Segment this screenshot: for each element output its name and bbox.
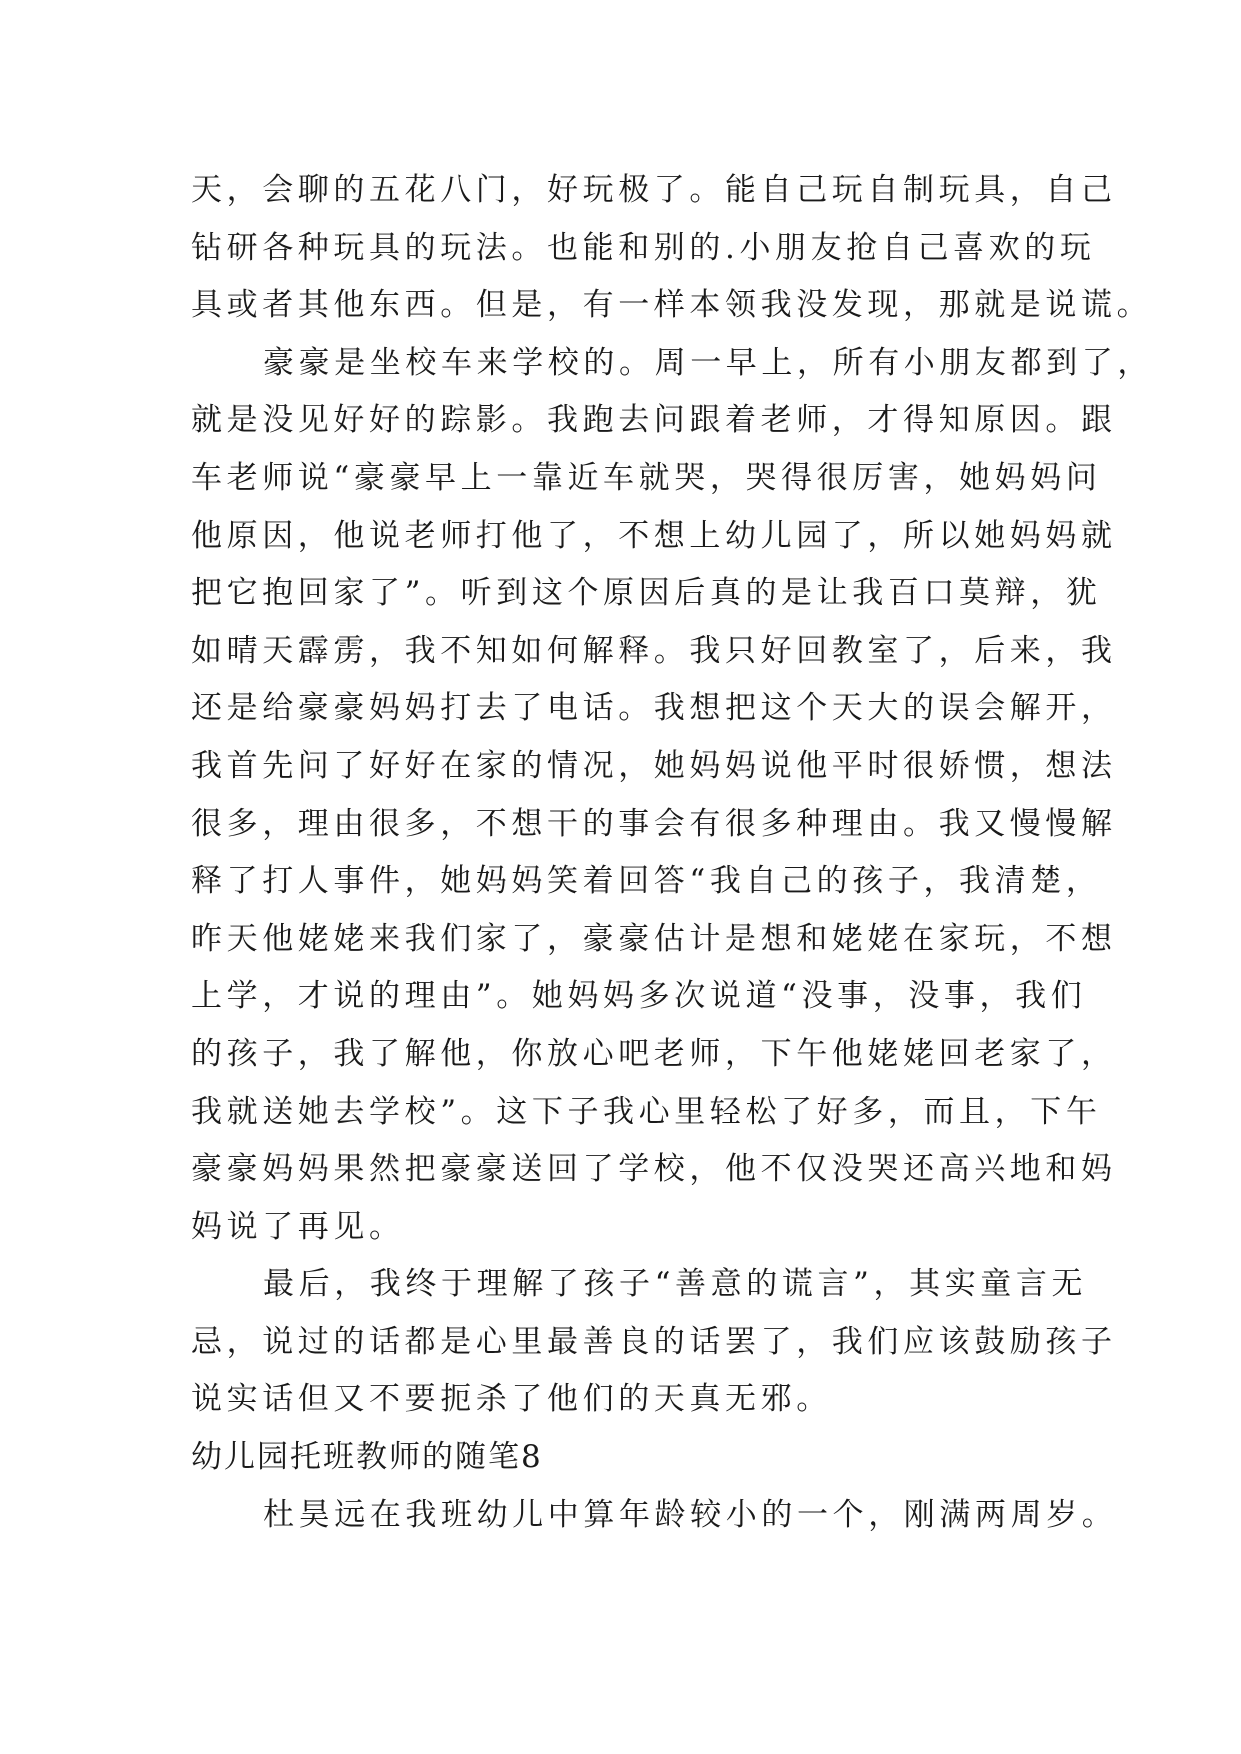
text-line: 豪豪妈妈果然把豪豪送回了学校，他不仅没哭还高兴地和妈 [191, 1151, 1117, 1188]
text-line: 天，会聊的五花八门，好玩极了。能自己玩自制玩具，自己 [191, 172, 1117, 208]
text-line: 的孩子，我了解他，你放心吧老师，下午他姥姥回老家了， [191, 1035, 1117, 1072]
section-heading: 幼儿园托班教师的随笔8 [191, 1439, 543, 1476]
text-line: 忌，说过的话都是心里最善良的话罢了，我们应该鼓励孩子 [191, 1323, 1117, 1360]
text-line: 车老师说“豪豪早上一靠近车就哭，哭得很厉害，她妈妈问 [191, 459, 1102, 496]
text-line: 我首先问了好好在家的情况，她妈妈说他平时很娇惯，想法 [191, 747, 1117, 784]
paragraph-first-line: 最后，我终于理解了孩子“善意的谎言”，其实童言无 [263, 1266, 1088, 1303]
text-line: 就是没见好好的踪影。我跑去问跟着老师，才得知原因。跟 [191, 402, 1117, 439]
paragraph-first-line: 豪豪是坐校车来学校的。周一早上，所有小朋友都到了， [263, 344, 1153, 381]
text-line: 上学，才说的理由”。她妈妈多次说道“没事，没事，我们 [191, 978, 1087, 1015]
document-body [191, 162, 1153, 1544]
text-line: 把它抱回家了”。听到这个原因后真的是让我百口莫辩，犹 [191, 575, 1102, 612]
text-line: 我就送她去学校”。这下子我心里轻松了好多，而且，下午 [191, 1093, 1102, 1130]
text-line: 还是给豪豪妈妈打去了电话。我想把这个天大的误会解开， [191, 690, 1117, 727]
text-line: 具或者其他东西。但是，有一样本领我没发现，那就是说谎。 [191, 287, 1153, 324]
paragraph-first-line: 杜昊远在我班幼儿中算年龄较小的一个，刚满两周岁。 [263, 1496, 1118, 1533]
text-line: 钻研各种玩具的玩法。也能和别的.小朋友抢自己喜欢的玩 [191, 229, 1096, 266]
text-line: 他原因，他说老师打他了，不想上幼儿园了，所以她妈妈就 [191, 517, 1117, 554]
text-line: 释了打人事件，她妈妈笑着回答“我自己的孩子，我清楚， [191, 863, 1102, 900]
text-line: 很多，理由很多，不想干的事会有很多种理由。我又慢慢解 [191, 805, 1117, 842]
text-line: 妈说了再见。 [191, 1208, 405, 1245]
text-line: 昨天他姥姥来我们家了，豪豪估计是想和姥姥在家玩，不想 [191, 920, 1117, 957]
text-line: 如晴天霹雳，我不知如何解释。我只好回教室了，后来，我 [191, 632, 1117, 669]
text-line: 说实话但又不要扼杀了他们的天真无邪。 [191, 1381, 832, 1418]
